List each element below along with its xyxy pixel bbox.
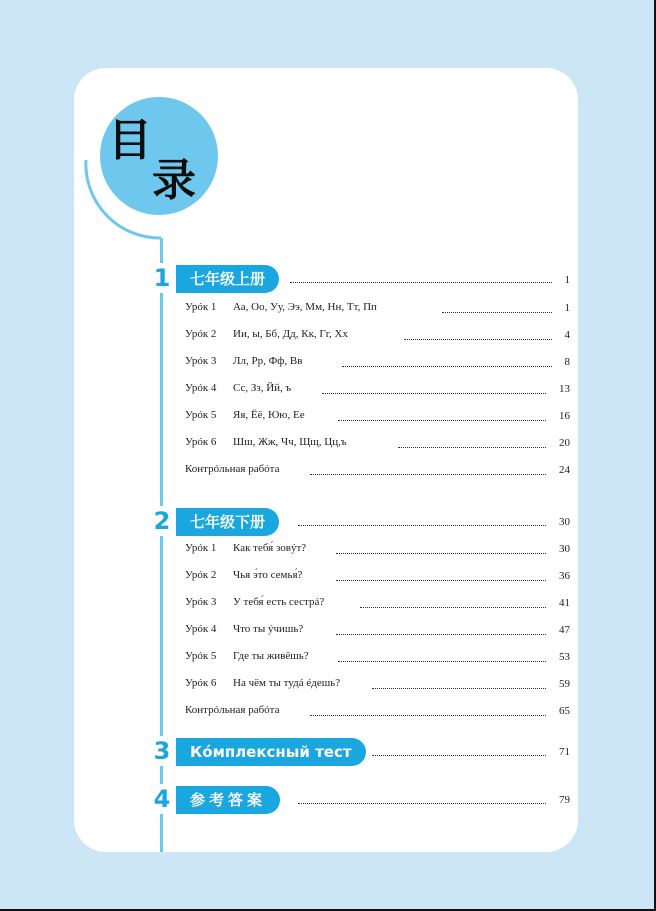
dot-leader bbox=[404, 339, 552, 340]
entry-title: Где ты живёшь? bbox=[233, 650, 309, 662]
toc-entry[interactable] bbox=[185, 568, 302, 582]
page-number: 24 bbox=[559, 464, 570, 476]
entry-title: У тебя́ есть сестрá? bbox=[233, 596, 325, 608]
dot-leader bbox=[310, 474, 546, 475]
title-char-1: 目 bbox=[108, 115, 152, 166]
entry-title: Как тебя́ зовýт? bbox=[233, 542, 307, 554]
page-number: 30 bbox=[559, 516, 570, 528]
page-number: 1 bbox=[564, 302, 570, 314]
page-number: 65 bbox=[559, 705, 570, 717]
page-number: 71 bbox=[559, 746, 570, 758]
page-number: 20 bbox=[559, 437, 570, 449]
toc-entry[interactable] bbox=[185, 408, 305, 422]
dot-leader bbox=[360, 607, 546, 608]
page-number: 16 bbox=[559, 410, 570, 422]
entry-title: Лл, Рр, Фф, Вв bbox=[233, 355, 303, 367]
section-title: 七年级上册 bbox=[176, 265, 279, 293]
lesson-label: Урóк 3 bbox=[185, 596, 217, 608]
page-number: 36 bbox=[559, 570, 570, 582]
page-number: 47 bbox=[559, 624, 570, 636]
lesson-label: Урóк 6 bbox=[185, 677, 217, 689]
toc-entry[interactable] bbox=[185, 541, 306, 555]
lesson-label: Урóк 2 bbox=[185, 328, 217, 340]
page-number: 41 bbox=[559, 597, 570, 609]
dot-leader bbox=[298, 803, 546, 804]
toc-entry[interactable] bbox=[185, 300, 377, 314]
toc-entry[interactable] bbox=[185, 676, 340, 690]
toc-entry[interactable] bbox=[185, 327, 348, 341]
page-number: 59 bbox=[559, 678, 570, 690]
section-title: Кóмплексный тест bbox=[176, 738, 366, 766]
toc-entry[interactable] bbox=[185, 703, 280, 717]
lesson-label: Урóк 5 bbox=[185, 650, 217, 662]
dot-leader bbox=[342, 366, 552, 367]
dot-leader bbox=[338, 661, 546, 662]
dot-leader bbox=[338, 420, 546, 421]
section-number: 1 bbox=[148, 263, 176, 293]
section-number: 2 bbox=[148, 506, 176, 536]
dot-leader bbox=[398, 447, 546, 448]
entry-title: Яя, Ёё, Юю, Ее bbox=[233, 409, 305, 421]
page-number: 4 bbox=[564, 329, 570, 341]
dot-leader bbox=[442, 312, 552, 313]
section-title: 七年级下册 bbox=[176, 508, 279, 536]
dot-leader bbox=[298, 525, 546, 526]
entry-title: Чья э́то семья́? bbox=[233, 569, 303, 581]
section-title: 参考答案 bbox=[176, 786, 280, 814]
page-number: 8 bbox=[564, 356, 570, 368]
dot-leader bbox=[336, 553, 546, 554]
toc-entry[interactable] bbox=[185, 435, 347, 449]
toc-entry[interactable] bbox=[185, 622, 303, 636]
section-number: 3 bbox=[148, 736, 176, 766]
lesson-label: Урóк 1 bbox=[185, 301, 217, 313]
title-char-2: 录 bbox=[152, 155, 196, 206]
entry-title: Контрóльная рабóта bbox=[185, 704, 280, 716]
entry-title: Сс, Зз, Йй, ъ bbox=[233, 382, 292, 394]
entry-title: Аа, Оо, Уу, Ээ, Мм, Нн, Тт, Пп bbox=[233, 301, 377, 313]
entry-title: Ии, ы, Бб, Дд, Кк, Гг, Хх bbox=[233, 328, 348, 340]
lesson-label: Урóк 5 bbox=[185, 409, 217, 421]
entry-title: На чём ты тудá éдешь? bbox=[233, 677, 341, 689]
dot-leader bbox=[322, 393, 546, 394]
dot-leader bbox=[290, 282, 552, 283]
page-number: 13 bbox=[559, 383, 570, 395]
toc-entry[interactable] bbox=[185, 595, 324, 609]
toc-entry[interactable] bbox=[185, 462, 280, 476]
page-number: 30 bbox=[559, 543, 570, 555]
entry-title: Шш, Жж, Чч, Щщ, Цц,ъ bbox=[233, 436, 347, 448]
page-number: 79 bbox=[559, 794, 570, 806]
dot-leader bbox=[336, 580, 546, 581]
toc-entry[interactable] bbox=[185, 649, 309, 663]
section-number: 4 bbox=[148, 784, 176, 814]
lesson-label: Урóк 4 bbox=[185, 623, 217, 635]
page-number: 1 bbox=[564, 274, 570, 286]
lesson-label: Урóк 3 bbox=[185, 355, 217, 367]
entry-title: Контрóльная рабóта bbox=[185, 463, 280, 475]
dot-leader bbox=[310, 715, 546, 716]
lesson-label: Урóк 6 bbox=[185, 436, 217, 448]
toc-entry[interactable] bbox=[185, 354, 302, 368]
dot-leader bbox=[372, 755, 546, 756]
dot-leader bbox=[336, 634, 546, 635]
dot-leader bbox=[372, 688, 546, 689]
lesson-label: Урóк 1 bbox=[185, 542, 217, 554]
lesson-label: Урóк 4 bbox=[185, 382, 217, 394]
toc-entry[interactable] bbox=[185, 381, 291, 395]
lesson-label: Урóк 2 bbox=[185, 569, 217, 581]
entry-title: Что ты ýчишь? bbox=[233, 623, 304, 635]
page-number: 53 bbox=[559, 651, 570, 663]
